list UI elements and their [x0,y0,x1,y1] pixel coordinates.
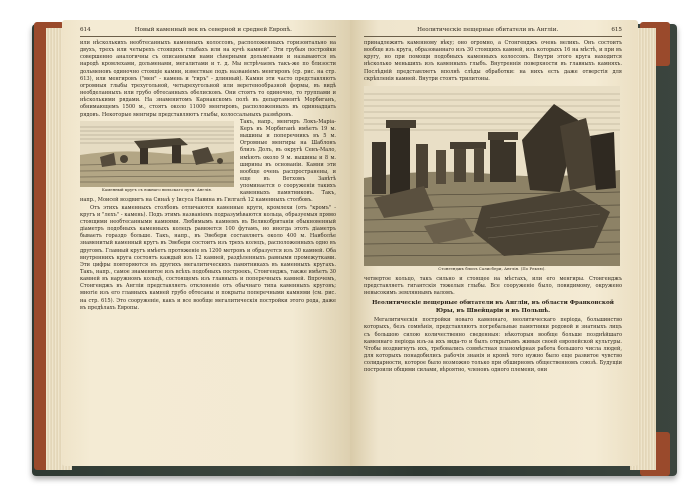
left-paragraph-3: Отъ этихъ каменныхъ столбовъ отличаются каменные круги, кромлехи (отъ "кромъ" - кругъ и "лехъ" - камень). Подъ этимъ названіемъ подразумѣваются кольца, образуемыя прямо стоящими необтесанными камнями. Любимымъ камнемъ въ Великобританіи обыкновенный діаметръ подобныхъ каменныхъ колецъ равняется 100 футамъ, но иногда этотъ діаметръ бываетъ гораздо больше. Такъ, напр., въ Эвебери составляетъ около 400 м. Наиболѣе знаменитый каменный кругъ въ Эвебери состоитъ изъ трехъ колецъ, расположенныхъ одно въ другомъ. Главный кругъ имѣетъ протяженіе въ 1200 метровъ и образуется изъ 30 камней. Оба внутреннихъ круга состоятъ каждый изъ 12 камней, раздѣленныхъ равными промежутками. Эти цифры повторяются въ другихъ мегалитическихъ памятникахъ въ каменныхъ кругахъ. Такъ, напр., самое знаменитое изъ всѣхъ подобныхъ построекъ, Стонгенджъ, также имѣетъ 30 камней въ наружномъ кольцѣ, состоящемъ изъ главныхъ и поперечныхъ камней. Впрочемъ, Стонгенджъ въ Англіи представляетъ отклоненіе отъ обычнаго типа каменныхъ круговъ; многіе изъ его главныхъ камней грубо обтесаны и покрыты поперечными камнями (см. рис. на стр. 615). Это сооруженіе, какъ и все вообще мегалитическія постройки этого рода, даже въ предѣлахъ Европы. [80,204,336,311]
right-running-header [364,26,622,37]
left-paragraph-1: или нѣсколькихъ необтесанныхъ каменныхъ колоссовъ, расположенныхъ горизонтально на двухъ, трехъ или четырехъ стоящихъ глыбахъ или на кучѣ камней". Эти грубыя постройки совершенно аналогичны съ описанными нами сѣверными дольменами и называются въ народѣ кромлехами, дольменами, мегалитами и т. д. Мы встрѣчаемъ такъ-же по близости дольменовъ одиночно стоящіе камни, известные подъ названіемъ менгировъ (ср. рис. на стр. 613), или менгировъ ("мен" - камень и "гиръ" - длинный). Камни эти часто представляютъ огромныя глыбы трехугольной, четырехугольной или веретенообразной формы, въ видѣ необделанныхъ или грубо обтесанныхъ обелисковъ. Они стоятъ то одиночно, то группами и нѣсколькими рядами. На знаменитомъ Карнакскомъ полѣ въ департаментѣ Морбиганъ, обнимающемъ 1500 м., стоятъ около 11000 менгировъ, расположенныхъ въ одиннадцать рядовъ. Некоторые менгиры представляютъ глыбы, колоссальныхъ размѣровъ. [80,40,336,118]
dolmen-caption: Каменный кругъ съ южнаго вильскаго пути. Англія. [101,186,213,192]
left-page [62,20,350,466]
left-running-title: Новый каменный век въ северной и средней Европѣ. [134,27,292,33]
section-heading: Неолитическіе пещерные обитатели въ Англіи, въ области Франконской Юры, въ Швейцаріи и въ Польшѣ. [372,300,614,314]
right-paragraph-1: принадлежитъ каменному вѣку; оно огромно, а Стонгенджъ очень великъ. Онъ состоитъ вообще изъ круга, образованнаго изъ 30 стоящихъ камней, изъ которыхъ 16 на мѣстѣ, и при въ кругу, но при помощи подобныхъ каменныхъ колоссовъ. Внутри этого круга находится нѣсколько меньшихъ изъ каменныхъ глыбъ. Внутреннія поверхности въ главныхъ камняхъ. Послѣдній представляетъ вполнѣ слѣды обработки: на нихъ есть даже отверстія для скрѣпленія камней. Внутри стоятъ трилитоны. [364,40,622,82]
right-page-number: 615 [611,27,622,33]
left-page-number: 614 [80,27,91,33]
right-running-title: Неолитическіе пещерные обитатели въ Англіи. [417,27,559,33]
stonehenge-caption: Стонгенджъ близъ Салисбери, Англія. (По Реклю). [438,265,546,271]
left-paragraph-2: Такъ, напр., менгиръ Локъ-Маріа-Керъ въ Морбиганѣ имѣетъ 19 м. вышины и поперечникъ въ 5 м. Огромные менгиры на Шаблонъ близъ Долъ, въ округѣ Сенъ-Мало, имѣютъ около 9 м. вышины и 8 м. ширины въ основаніи. Камни эти вообще очень распространены, и еще въ Ветхомъ Завѣтѣ упоминается о сооруженіи такихъ каменныхъ памятниковъ. Такъ, напр., Моисей воздвигъ на Синаѣ у Іисуса Навина въ Гилгалѣ 12 каменныхъ столбовъ. [80,118,336,204]
right-paragraph-2: четвертое кольцо, такъ сильно и стоящее на мѣстахъ, или его менгиры. Стонгенджъ представляетъ гигантскія тяжелыя глыбы. Все сооруженіе было, повидимому, окружено невысокимъ земляннымъ валомъ. [364,275,622,297]
dolmen-engraving [80,121,234,187]
stonehenge-engraving [364,86,620,266]
stonehenge-figure [364,86,620,274]
right-paragraph-3: Мегалитическія постройки новаго каменнаго, неолитическаго періода, большинство которыхъ, безъ сомнѣнія, представляютъ погребальные памятники родовой и знатныхъ лицъ съ большою силою количественно сведенныя: нѣкоторыя вообще больше позднѣйшаго каменнаго періода изъ-за ихъ вида-то и былъ открытымъ живыя своей европейской культуры. Чтобы воздвигнуть ихъ, требовались совмѣстная планомѣрная работа большого числа людей, для которыхъ понадобились рабочія знанія и кромѣ того нужно было еще развитое чувство солидарности, которое было возможно только при обширномъ общественномъ союзѣ. Будущіи построили общими силами, вѣроятно, членовъ одного племени, они [364,317,622,374]
dolmen-figure [80,121,234,195]
right-page [350,20,638,466]
left-running-header [80,26,336,37]
